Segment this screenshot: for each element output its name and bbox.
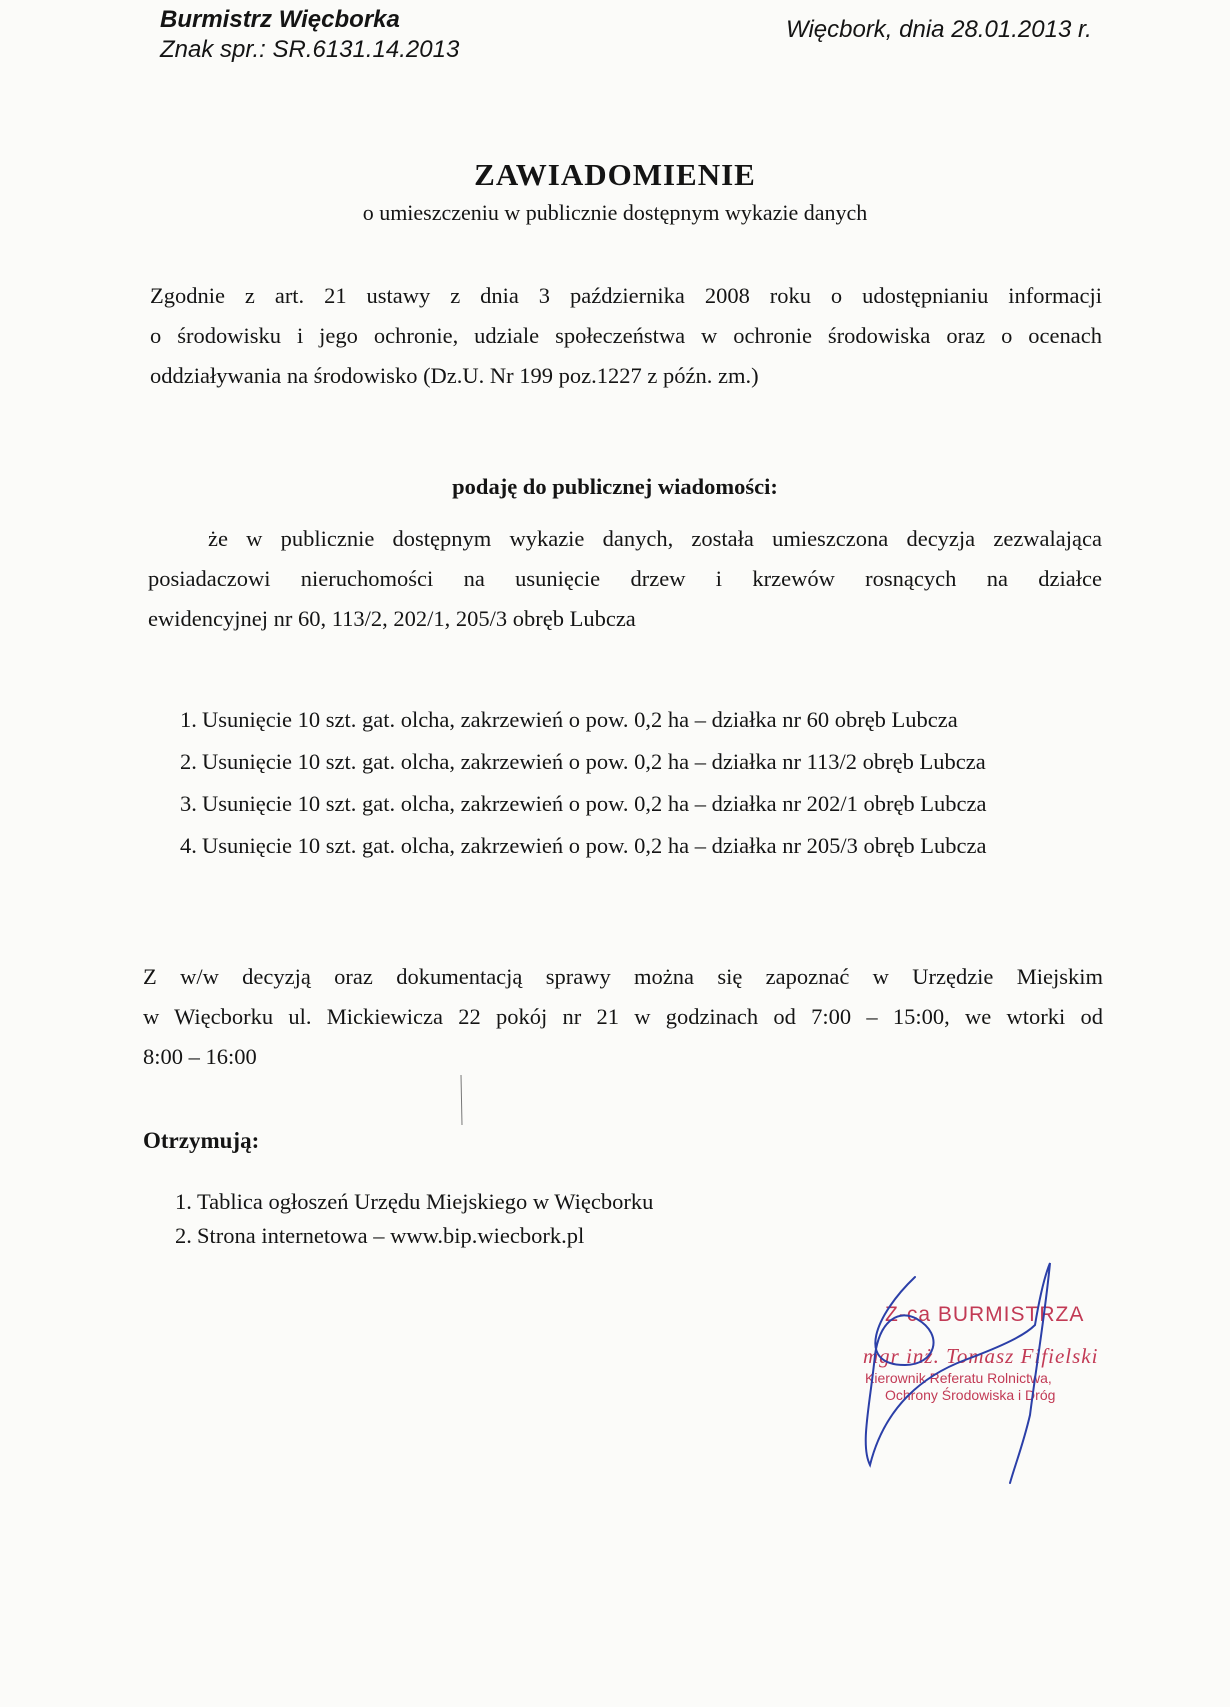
decision-line: ewidencyjnej nr 60, 113/2, 202/1, 205/3 obręb Lubcza xyxy=(148,606,636,631)
list-item: 1. Usunięcie 10 szt. gat. olcha, zakrzewień o pow. 0,2 ha – działka nr 60 obręb Lubcza xyxy=(180,707,958,732)
recipients-list xyxy=(175,1185,653,1253)
decision-line: że w publicznie dostępnym wykazie danych, została umieszczona decyzja zezwalająca xyxy=(208,526,1102,551)
contact-paragraph xyxy=(143,957,1103,1077)
list-item: 2. Usunięcie 10 szt. gat. olcha, zakrzewień o pow. 0,2 ha – działka nr 113/2 obręb Lubcza xyxy=(180,749,986,774)
stamp-and-signature xyxy=(845,1255,1115,1515)
contact-line: 8:00 – 16:00 xyxy=(143,1044,257,1069)
official-stamp xyxy=(845,1255,1115,1515)
legal-basis-paragraph xyxy=(150,276,1102,396)
stamp-line-4: Ochrony Środowiska i Dróg xyxy=(885,1387,1056,1403)
legal-basis-line: oddziaływania na środowisko (Dz.U. Nr 199 poz.1227 z późn. zm.) xyxy=(150,363,759,388)
list-item: 3. Usunięcie 10 szt. gat. olcha, zakrzewień o pow. 0,2 ha – działka nr 202/1 obręb Lubcza xyxy=(180,791,987,816)
legal-basis-line: Zgodnie z art. 21 ustawy z dnia 3 października 2008 roku o udostępnianiu informacji xyxy=(150,283,1102,308)
scan-mark xyxy=(460,1075,463,1125)
contact-line: w Więcborku ul. Mickiewicza 22 pokój nr 21 w godzinach od 7:00 – 15:00, we wtorki od xyxy=(143,1004,1103,1029)
place-and-date: Więcbork, dnia 28.01.2013 r. xyxy=(786,16,1092,43)
document-title: ZAWIADOMIENIE xyxy=(474,157,756,192)
stamp-line-2: mgr inż. Tomasz Fifielski xyxy=(863,1344,1099,1368)
legal-basis-line: o środowisku i jego ochronie, udziale społeczeństwa w ochronie środowiska oraz o ocenach xyxy=(150,323,1102,348)
recipient-item: 2. Strona internetowa – www.bip.wiecbork.pl xyxy=(175,1223,585,1248)
removal-list xyxy=(180,699,987,867)
announcement-heading: podaję do publicznej wiadomości: xyxy=(452,474,778,499)
case-reference: Znak spr.: SR.6131.14.2013 xyxy=(160,36,460,63)
decision-paragraph xyxy=(148,519,1102,639)
document-subtitle: o umieszczeniu w publicznie dostępnym wykazie danych xyxy=(362,200,868,225)
stamp-line-3: Kierownik Referatu Rolnictwa, xyxy=(865,1370,1052,1386)
decision-line: posiadaczowi nieruchomości na usunięcie drzew i krzewów rosnących na działce xyxy=(148,566,1102,591)
stamp-line-1: Z-ca BURMISTRZA xyxy=(885,1303,1085,1326)
issuer-name: Burmistrz Więcborka xyxy=(160,6,400,33)
recipient-item: 1. Tablica ogłoszeń Urzędu Miejskiego w Więcborku xyxy=(175,1189,654,1214)
recipients-heading: Otrzymują: xyxy=(143,1128,260,1153)
list-item: 4. Usunięcie 10 szt. gat. olcha, zakrzewień o pow. 0,2 ha – działka nr 205/3 obręb Lubcza xyxy=(180,833,987,858)
contact-line: Z w/w decyzją oraz dokumentacją sprawy można się zapoznać w Urzędzie Miejskim xyxy=(143,964,1103,989)
